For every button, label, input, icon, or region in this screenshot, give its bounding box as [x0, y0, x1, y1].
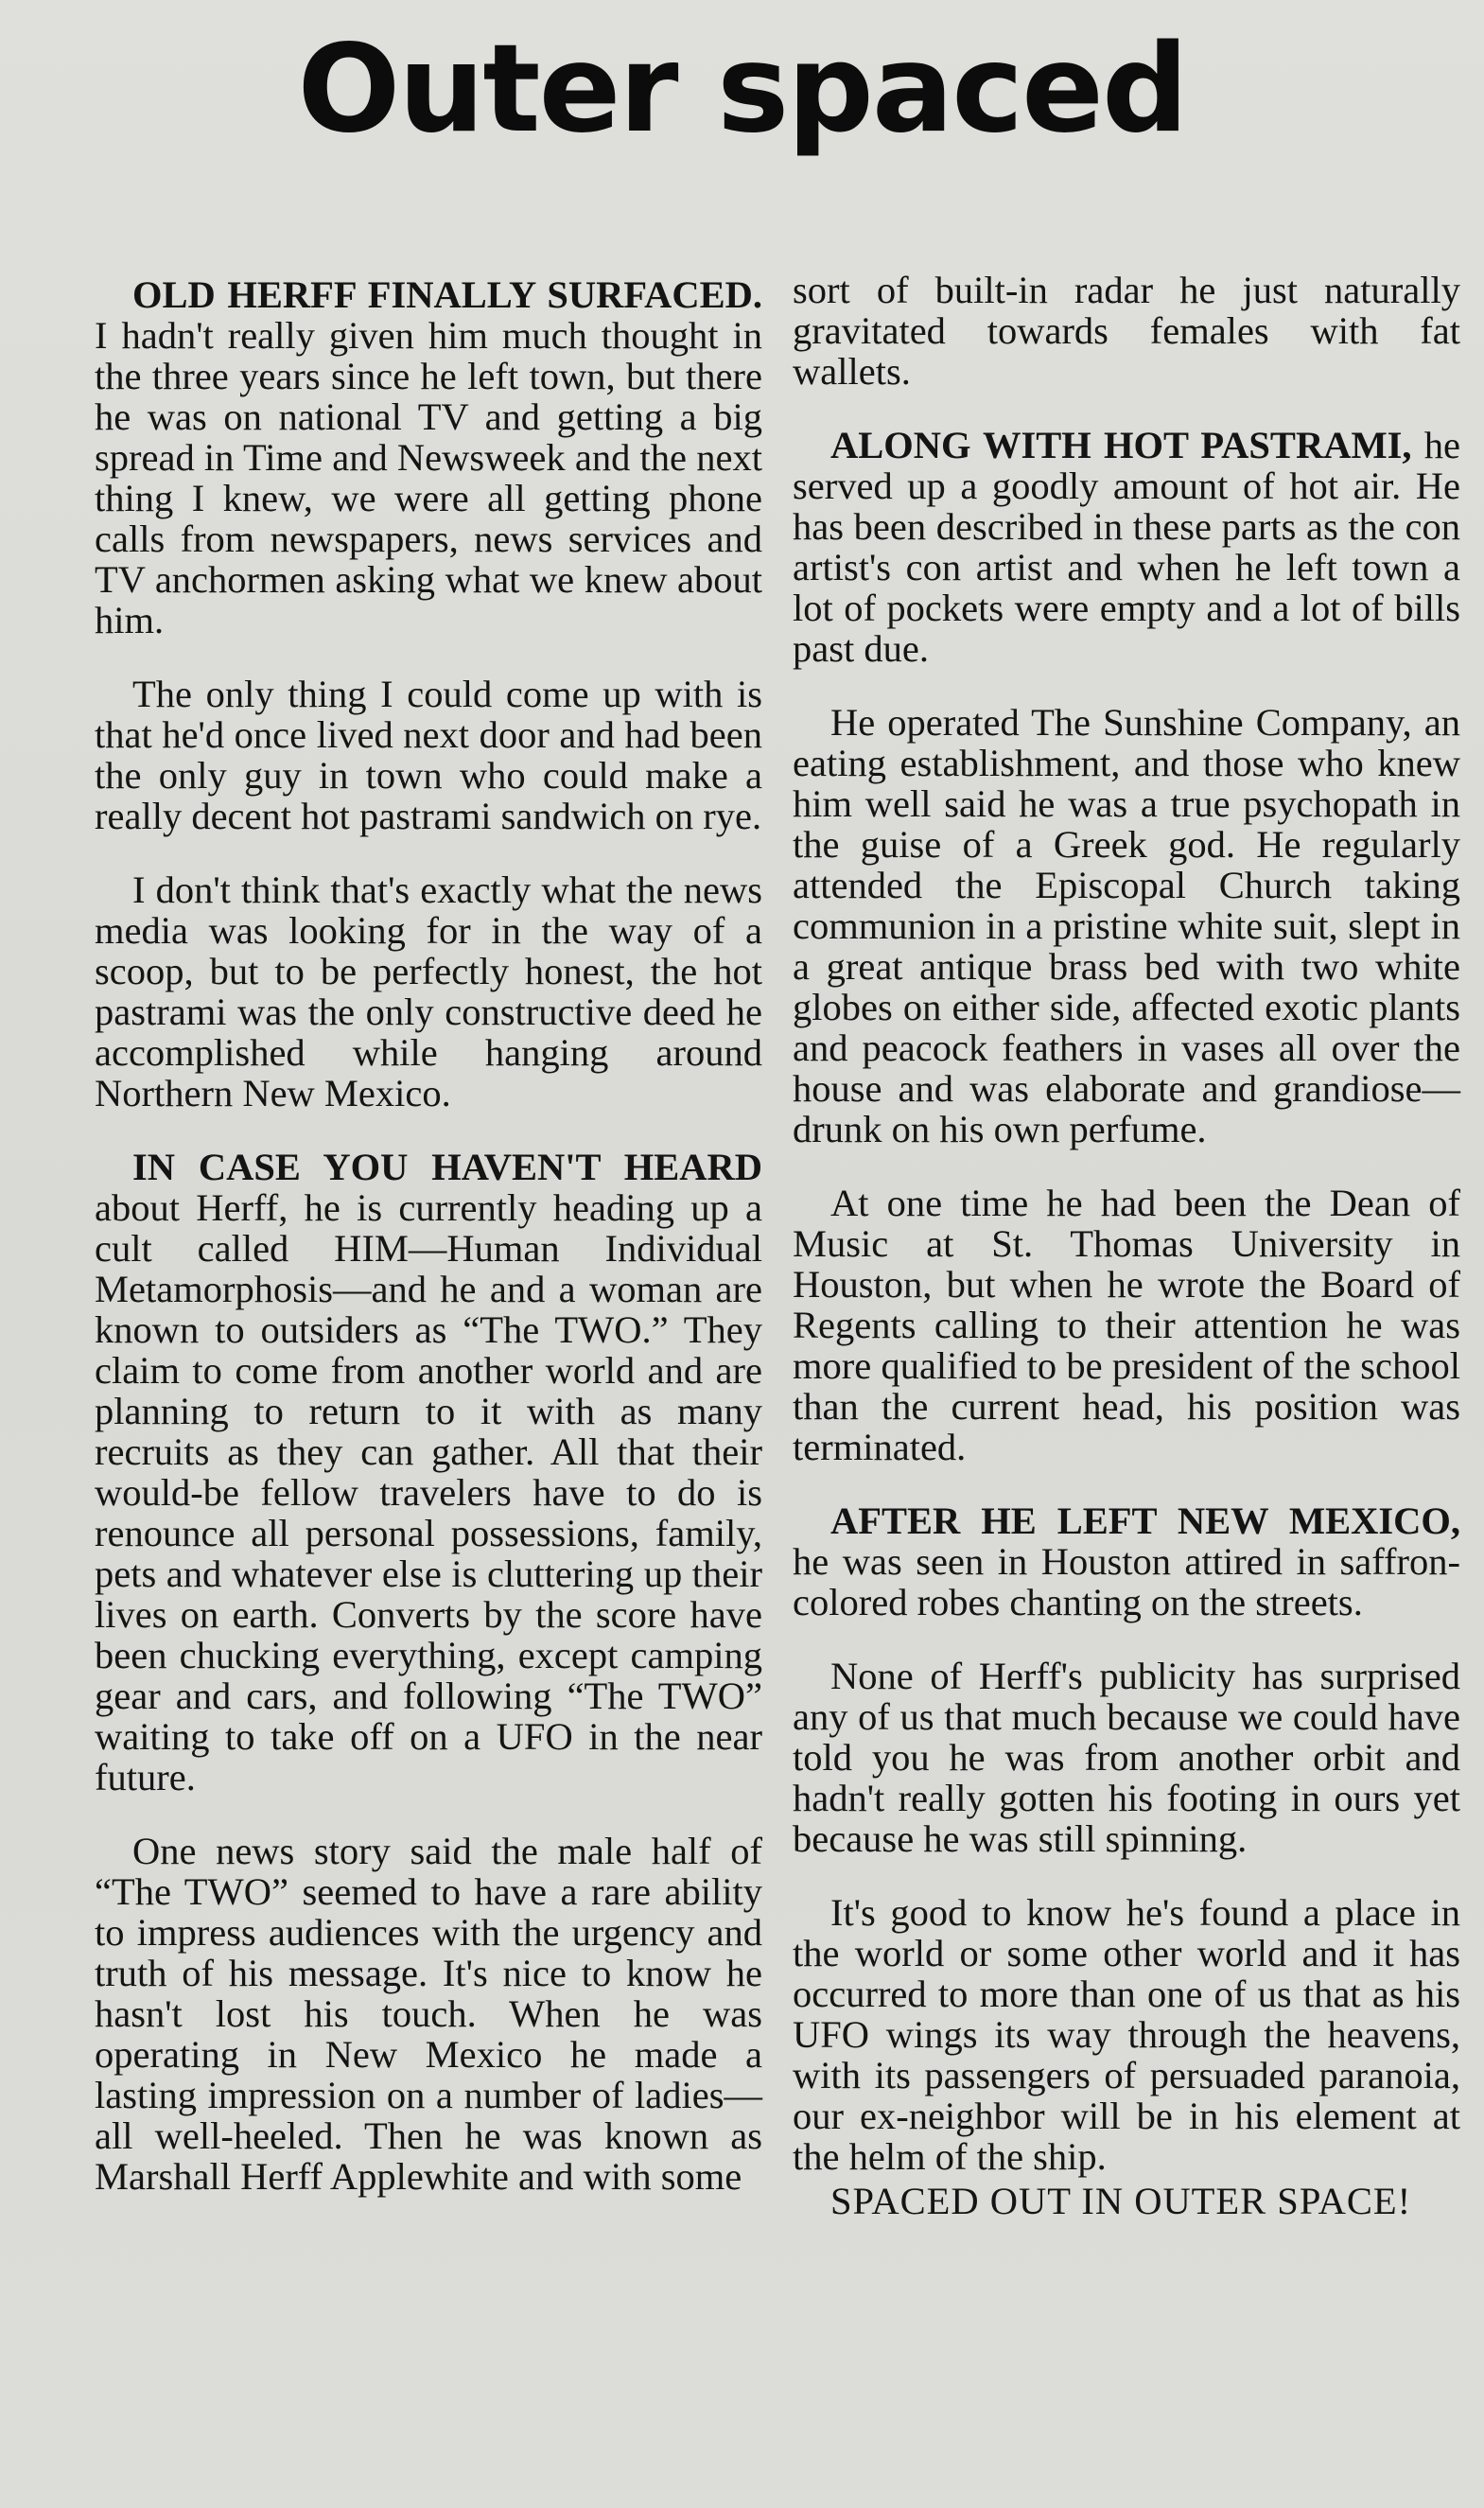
signoff: SPACED OUT IN OUTER SPACE! [830, 2180, 1412, 2222]
paragraph-body: he served up a goodly amount of hot air. He has been described in these parts as the con artist's con artist and when he left town a lot of pockets were empty and a lot of bills past due. [793, 424, 1460, 670]
paragraph-body: I hadn't really given him much thought in the three years since he left town, but there he was on national TV and getting a big spread in Time and Newsweek and the next thing I knew, we were all getting phone calls from newspapers, news services and TV anchormen asking what we knew about him. [95, 314, 762, 641]
paragraph-continued [793, 270, 1460, 392]
paragraph-body: One news story said the male half of “The TWO” seemed to have a rare ability to impress audiences with the urgency and truth of his message. It's nice to know he hasn't lost his touch. When he was operating in New Mexico he made a lasting impression on a number of ladies—all well-heeled. Then he was known as Marshall Herff Applewhite and with some [95, 1830, 762, 2198]
paragraph-lead: IN CASE YOU HAVEN'T HEARD [132, 1146, 762, 1188]
paragraph-body: At one time he had been the Dean of Music at St. Thomas University in Houston, but when he wrote the Board of Regents calling to their attention he was more qualified to be president of the school than the current head, his position was terminated. [793, 1182, 1460, 1468]
paragraph-body: he was seen in Houston attired in saffron-colored robes chanting on the streets. [793, 1540, 1460, 1623]
paragraph [95, 1831, 762, 2197]
left-column [95, 274, 762, 2230]
paragraph-lead: ALONG WITH HOT PASTRAMI, [830, 424, 1412, 466]
paragraph [95, 869, 762, 1114]
paragraph-lead: AFTER HE LEFT NEW MEXICO, [830, 1500, 1460, 1542]
right-column [793, 270, 1460, 2254]
paragraph [793, 1500, 1460, 1622]
paragraph [95, 674, 762, 836]
paragraph-body: about Herff, he is currently heading up a cult called HIM—Human Individual Metamorphosis—and he and a woman are known to outsiders as “The TWO.” They claim to come from another world and are planning to return to it with as many recruits as they can gather. All that their would-be fellow travelers have to do is renounce all personal possessions, family, pets and whatever else is cluttering up their lives on earth. Converts by the score have been chucking everything, except camping gear and cars, and following “The TWO” waiting to take off on a UFO in the near future. [95, 1186, 762, 1798]
paragraph [793, 702, 1460, 1149]
paragraph-body: None of Herff's publicity has surprised any of us that much because we could have told you he was from another orbit and hadn't really gotten his footing in ours yet because he was still spinning. [793, 1655, 1460, 1860]
paragraph [793, 1656, 1460, 1859]
paragraph-body: sort of built-in radar he just naturally gravitated towards females with fat wallets. [793, 269, 1460, 393]
headline: Outer spaced [297, 19, 1187, 160]
paragraph-body: The only thing I could come up with is that he'd once lived next door and had been the only guy in town who could make a really decent hot pastrami sandwich on rye. [95, 673, 762, 837]
paragraph-body: I don't think that's exactly what the news media was looking for in the way of a scoop, but to be perfectly honest, the hot pastrami was the only constructive deed he accomplished while hanging around Northern New Mexico. [95, 868, 762, 1114]
paragraph-body: It's good to know he's found a place in the world or some other world and it has occurred to more than one of us that as his UFO wings its way through the heavens, with its passengers of persuaded paranoia, our ex-neighbor will be in his element at the helm of the ship. [793, 1891, 1460, 2178]
paragraph [95, 1147, 762, 1798]
paragraph-lead: OLD HERFF FINALLY SURFACED. [132, 273, 762, 316]
paragraph [793, 1892, 1460, 2177]
paragraph [793, 425, 1460, 669]
paragraph-body: He operated The Sunshine Company, an eating establishment, and those who knew him well said he was a true psychopath in the guise of a Greek god. He regularly attended the Episcopal Church taking communion in a pristine white suit, slept in a great antique brass bed with two white globes on either side, affected exotic plants and peacock feathers in vases all over the house and was elaborate and grandiose—drunk on his own perfume. [793, 701, 1460, 1150]
paragraph [95, 274, 762, 640]
paragraph [793, 1183, 1460, 1467]
